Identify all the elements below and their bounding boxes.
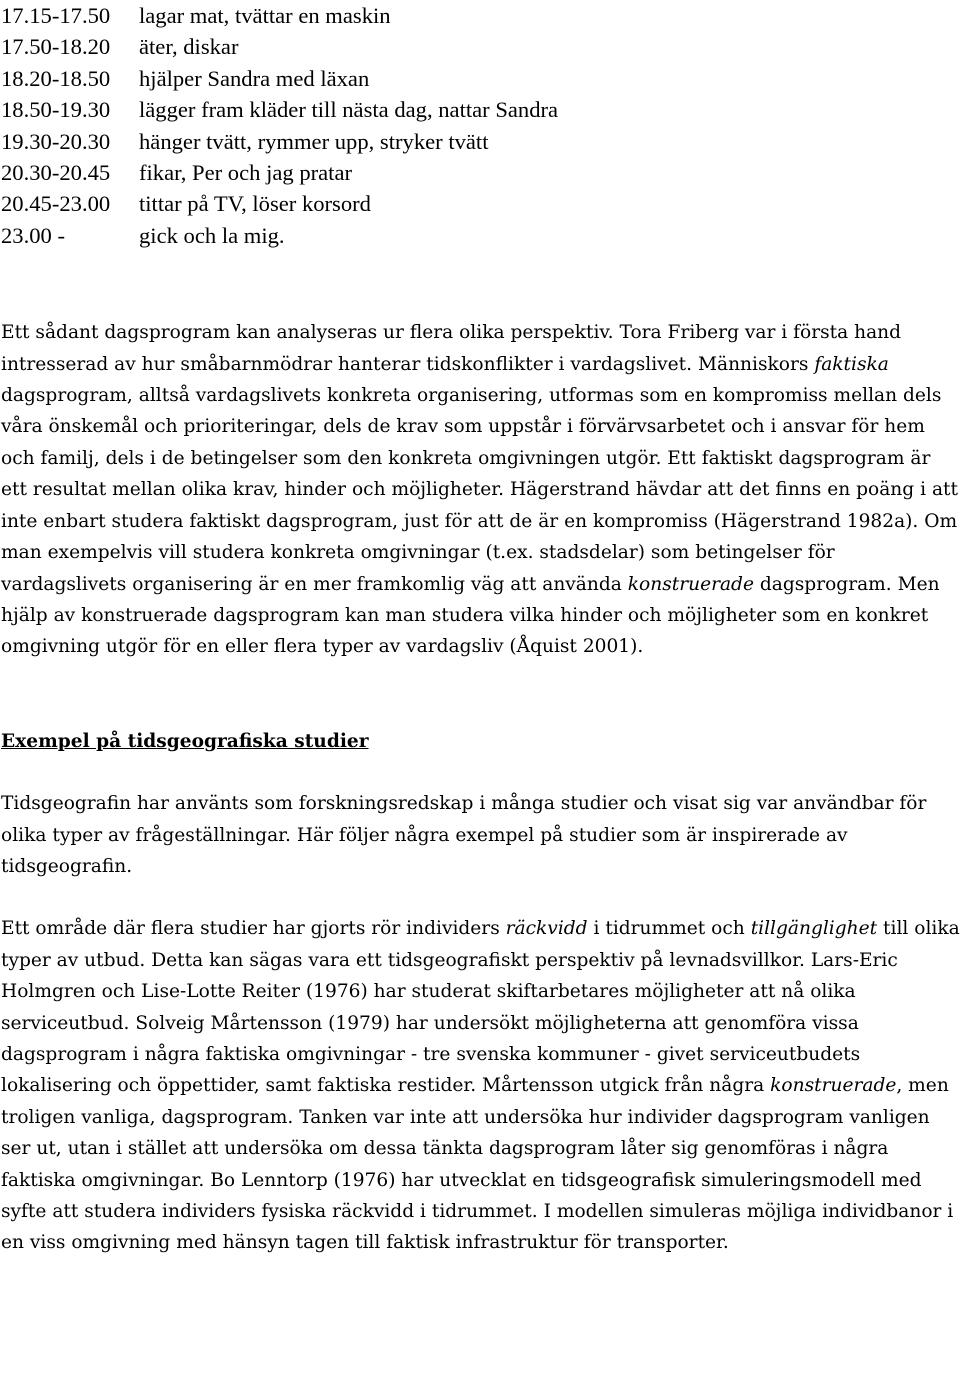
text-segment: dagsprogram, alltså vardagslivets konkreta organisering, utformas som en kompromiss mellan dels våra önskemål och prioriteringar, dels de krav som uppstår i förvärvsarbetet och i ansvar för hem och familj, dels i de betingelser som den konkreta omgivningen utgör. Ett faktiskt dagsprogram är ett resultat mellan olika krav, hinder och möjligheter. Hägerstrand hävdar att det finns en poäng i att inte enbart studera faktiskt dagsprogram, just för att de är en kompromiss (Hägerstrand 1982a). Om man exempelvis vill studera konkreta omgivningar (t.ex. stadsdelar) som betingelser för vardagslivets organisering är en mer framkomlig väg att använda bbox=[1, 385, 958, 595]
italic-term: tillgänglighet bbox=[750, 918, 878, 940]
activity: lagar mat, tvättar en maskin bbox=[139, 3, 391, 28]
text-segment: Tidsgeografin har använts som forskningsredskap i många studier och visat sig var användbar för olika typer av frågeställningar. Här följer några exempel på studier som är inspirerade av tidsgeografin. bbox=[1, 793, 927, 877]
schedule-row bbox=[1, 157, 960, 188]
text-segment: dagsprogram. Men hjälp av konstruerade dagsprogram kan man studera vilka hinder och möjligheter som en konkret omgivning utgör för en eller flera typer av vardagsliv (Åquist 2001). bbox=[1, 573, 940, 658]
activity: hänger tvätt, rymmer upp, stryker tvätt bbox=[139, 128, 489, 154]
time-range: 17.15-17.50 bbox=[1, 3, 111, 28]
text-segment: Ett område där flera studier har gjorts rör individers bbox=[1, 918, 506, 940]
text-segment: i tidrummet och bbox=[587, 918, 751, 940]
time-range: 18.50-19.30 bbox=[1, 97, 111, 123]
body-paragraph-intro bbox=[1, 788, 960, 882]
time-range: 19.30-20.30 bbox=[1, 128, 111, 154]
section-heading: Exempel på tidsgeografiska studier bbox=[1, 730, 369, 752]
italic-term: konstruerade bbox=[627, 573, 754, 595]
schedule-row bbox=[1, 94, 960, 125]
italic-term: räckvidd bbox=[505, 918, 588, 940]
schedule-row bbox=[1, 31, 960, 62]
text-segment: Ett sådant dagsprogram kan analyseras ur flera olika perspektiv. Tora Friberg var i första hand intresserad av hur småbarnmödrar hanterar tidskonflikter i vardagslivet. Människors bbox=[1, 322, 902, 375]
activity: fikar, Per och jag pratar bbox=[139, 160, 353, 186]
body-paragraph-daily-program bbox=[1, 317, 960, 662]
text-segment: , men troligen vanliga, dagsprogram. Tanken var inte att undersöka hur individer dagsprogram vanligen ser ut, utan i stället att undersöka om dessa tänkta dagsprogram låter sig genomföras i några faktiska omgivningar. Bo Lenntorp (1976) har utvecklat en tidsgeografisk simuleringsmodell med syfte att studera individers fysiska räckvidd i tidrummet. I modellen simuleras möjliga individbanor i en viss omgivning med hänsyn tagen till faktisk infrastruktur för transporter. bbox=[1, 1075, 954, 1254]
time-range: 17.50-18.20 bbox=[1, 34, 111, 60]
schedule-row bbox=[1, 63, 960, 94]
schedule-row bbox=[1, 126, 960, 157]
schedule-row bbox=[1, 188, 960, 219]
schedule-row bbox=[1, 220, 960, 251]
time-range: 23.00 - bbox=[1, 222, 66, 248]
italic-term: konstruerade bbox=[770, 1075, 897, 1097]
time-range: 18.20-18.50 bbox=[1, 65, 111, 91]
activity: äter, diskar bbox=[139, 34, 239, 60]
text-segment: till olika typer av utbud. Detta kan sägas vara ett tidsgeografiskt perspektiv på levnadsvillkor. Lars-Eric Holmgren och Lise-Lotte Reiter (1976) har studerat skiftarbetares möjligheter att nå olika serviceutbud. Solveig Mårtensson (1979) har undersökt möjligheterna att genomföra vissa dagsprogram i några faktiska omgivningar - tre svenska kommuner - givet serviceutbudets lokalisering och öppettider, samt faktiska restider. Mårtensson utgick från några bbox=[1, 918, 960, 1097]
body-paragraph-studies bbox=[1, 913, 960, 1258]
italic-term: faktiska bbox=[814, 353, 889, 375]
daily-schedule bbox=[1, 0, 960, 251]
activity: tittar på TV, löser korsord bbox=[139, 191, 371, 217]
time-range: 20.30-20.45 bbox=[1, 160, 111, 186]
time-range: 20.45-23.00 bbox=[1, 191, 111, 217]
schedule-row bbox=[1, 0, 960, 31]
activity: hjälper Sandra med läxan bbox=[139, 65, 370, 91]
activity: gick och la mig. bbox=[139, 222, 285, 248]
activity: lägger fram kläder till nästa dag, nattar Sandra bbox=[139, 97, 559, 123]
